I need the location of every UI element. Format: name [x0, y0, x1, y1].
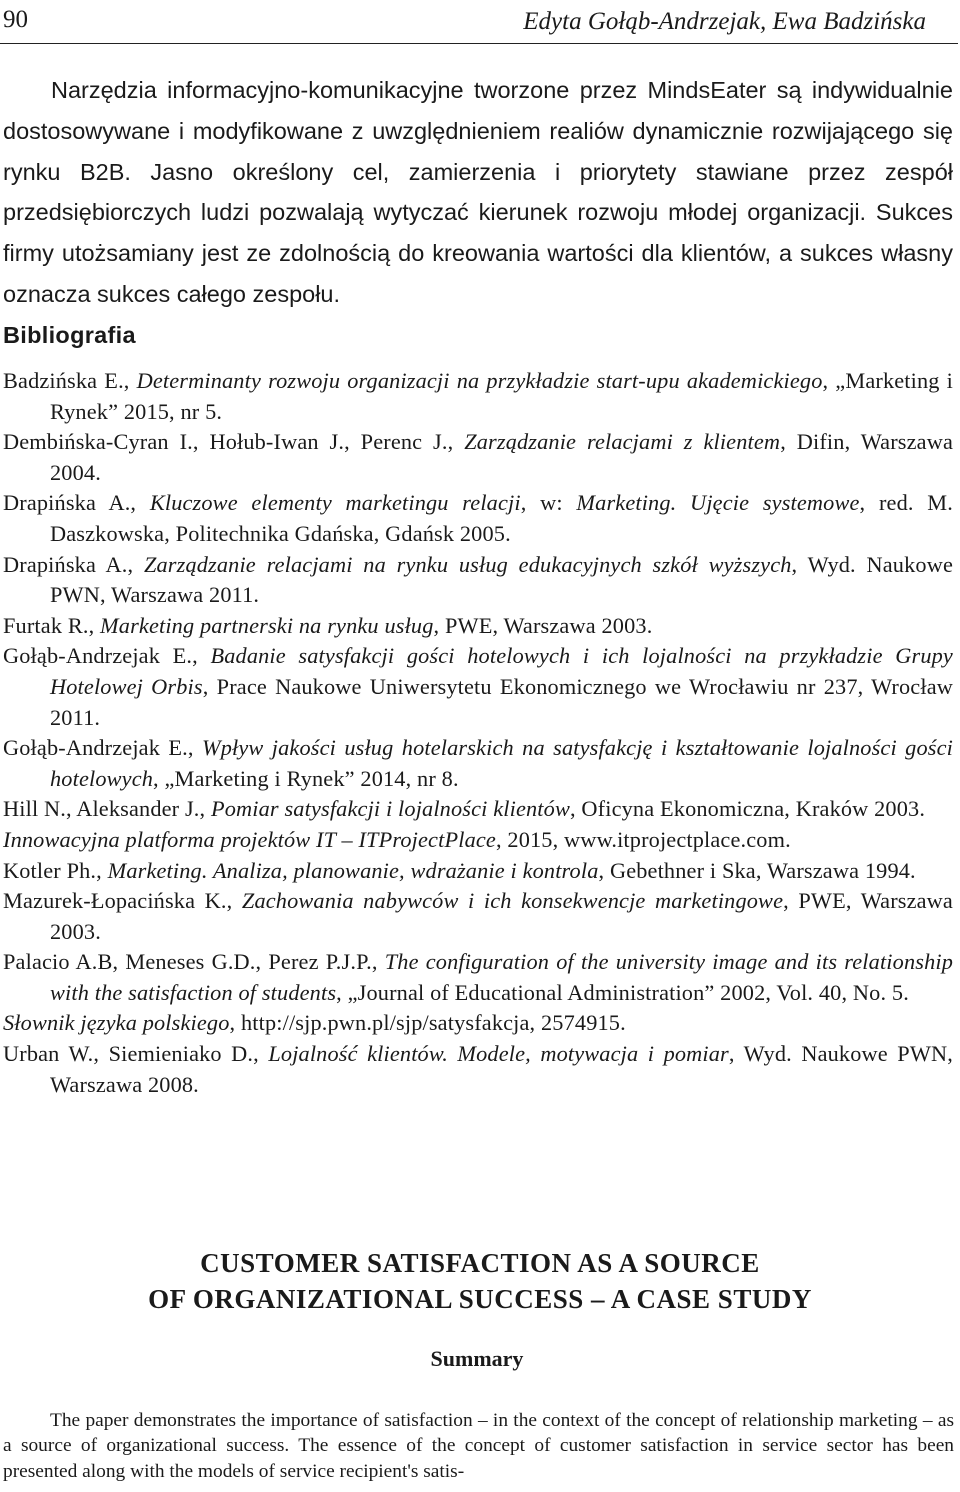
entry-title: Zarządzanie relacjami na rynku usług edukacyjnych szkół wyższych — [143, 551, 792, 577]
entry-title: Zachowania nabywców i ich konsekwencje marketingowe — [241, 888, 784, 914]
summary-heading: Summary — [430, 1346, 524, 1371]
entry-details: , http://sjp.pwn.pl/sjp/satysfakcja, 2574915. — [229, 1010, 626, 1036]
entry-author: Badzińska E., — [3, 368, 137, 393]
bibliography-entry — [3, 427, 953, 488]
entry-title: Zarządzanie relacjami z klientem — [464, 429, 781, 455]
bibliography-entry — [3, 550, 953, 611]
entry-details: , PWE, Warszawa 2003. — [50, 888, 953, 944]
entry-author: Mazurek-Łopacińska K., — [3, 888, 242, 914]
entry-title: The configuration of the university image and its relationship with the satisfaction of students — [50, 949, 954, 1005]
bibliography-entry — [3, 1008, 953, 1039]
entry-title: Lojalność klientów. Modele, motywacja i pomiar — [268, 1041, 729, 1067]
bibliography-entry — [3, 886, 953, 947]
header-rule — [0, 43, 958, 44]
entry-details: , „Journal of Educational Administration” 2002, Vol. 40, No. 5. — [336, 979, 909, 1005]
bibliography-entry — [3, 794, 953, 825]
bibliography-entry — [3, 1039, 953, 1100]
page-number: 90 — [3, 6, 28, 33]
entry-author: Dembińska-Cyran I., Hołub-Iwan J., Perenc J., — [3, 429, 465, 455]
summary-paragraph: The paper demonstrates the importance of satisfaction – in the context of the concept of relationship marketing – as a source of organizational success. The essence of the concept of customer satisfaction in service sector has been presented along with the models of service recipient's satis- — [3, 1410, 954, 1482]
bibliography-entry — [3, 825, 953, 856]
entry-title: Kluczowe elementy marketingu relacji — [149, 490, 521, 516]
entry-title: Marketing partnerski na rynku usług — [100, 612, 434, 638]
bibliography-entry — [3, 947, 953, 1008]
entry-title: Słownik języka polskiego — [3, 1010, 230, 1036]
entry-author: Furtak R., — [3, 612, 101, 638]
bibliography-heading: Bibliografia — [3, 322, 136, 348]
bibliography-entry — [3, 611, 953, 642]
entry-title: Wpływ jakości usług hotelarskich na satysfakcję i kształtowanie lojalności gości hotelowych — [50, 735, 953, 791]
entry-title: Badanie satysfakcji gości hotelowych i ich lojalności na przykładzie Grupy Hotelowej Orbis — [50, 643, 953, 699]
bibliography-entry — [3, 733, 953, 794]
entry-author: Kotler Ph., — [3, 857, 108, 883]
entry-author: Drapińska A., — [3, 490, 150, 516]
bibliography-entry — [3, 366, 953, 427]
bibliography-list — [3, 366, 953, 1100]
entry-author: Gołąb-Andrzejak E., — [3, 643, 211, 669]
entry-author: Drapińska A., — [3, 551, 144, 577]
english-title-line-1: CUSTOMER SATISFACTION AS A SOURCE — [200, 1248, 760, 1278]
bibliography-entry — [3, 641, 953, 733]
entry-details: , Prace Naukowe Uniwersytetu Ekonomicznego we Wrocławiu nr 237, Wrocław 2011. — [50, 673, 953, 730]
entry-details: , PWE, Warszawa 2003. — [433, 612, 653, 638]
entry-details: , 2015, www.itprojectplace.com. — [495, 826, 791, 852]
entry-details: , Difin, Warszawa 2004. — [50, 429, 953, 485]
entry-title: Determinanty rozwoju organizacji na przykładzie start-upu akademickiego — [136, 368, 823, 393]
bibliography-entry — [3, 488, 953, 549]
entry-details: , Wyd. Naukowe PWN, Warszawa 2011. — [50, 551, 954, 608]
entry-details: , w: — [520, 490, 577, 516]
entry-author: Urban W., Siemieniako D., — [3, 1041, 269, 1067]
running-title: Edyta Gołąb-Andrzejak, Ewa Badzińska — [523, 8, 926, 35]
entry-details: , Gebethner i Ska, Warszawa 1994. — [598, 857, 916, 883]
entry-author: Palacio A.B, Meneses G.D., Perez P.J.P., — [3, 949, 385, 975]
entry-details: , „Marketing i Rynek” 2014, nr 8. — [153, 765, 459, 791]
entry-details: , „Marketing i Rynek” 2015, nr 5. — [50, 368, 953, 424]
english-title — [0, 1245, 960, 1317]
entry-title: Innowacyjna platforma projektów IT – ITProjectPlace — [3, 826, 496, 852]
english-title-line-2: OF ORGANIZATIONAL SUCCESS – A CASE STUDY — [148, 1284, 812, 1314]
bibliography-entry — [3, 856, 953, 887]
entry-title: Pomiar satysfakcji i lojalności klientów — [210, 796, 570, 822]
entry-details: , Oficyna Ekonomiczna, Kraków 2003. — [569, 796, 926, 822]
entry-book-title: Marketing. Ujęcie systemowe — [576, 490, 860, 516]
entry-details: , Wyd. Naukowe PWN, Warszawa 2008. — [50, 1041, 953, 1097]
entry-details-2: , red. M. Daszkowska, Politechnika Gdańska, Gdańsk 2005. — [50, 490, 953, 546]
page-header — [0, 0, 960, 44]
entry-author: Hill N., Aleksander J., — [3, 796, 211, 822]
intro-paragraph: Narzędzia informacyjno-komunikacyjne tworzone przez MindsEater są indywidualnie dostosowywane i modyfikowane z uwzględnieniem realiów dynamicznie rozwijającego się rynku B2B. Jasno określony cel, zamierzenia i priorytety stawiane przez zespół przedsiębiorczych ludzi pozwalają wytyczać kierunek rozwoju młodej organizacji. Sukces firmy utożsamiany jest ze zdolnością do kreowania wartości dla klientów, a sukces własny oznacza sukces całego zespołu. — [3, 77, 953, 307]
entry-author: Gołąb-Andrzejak E., — [3, 735, 202, 761]
entry-title: Marketing. Analiza, planowanie, wdrażanie i kontrola — [107, 857, 599, 883]
